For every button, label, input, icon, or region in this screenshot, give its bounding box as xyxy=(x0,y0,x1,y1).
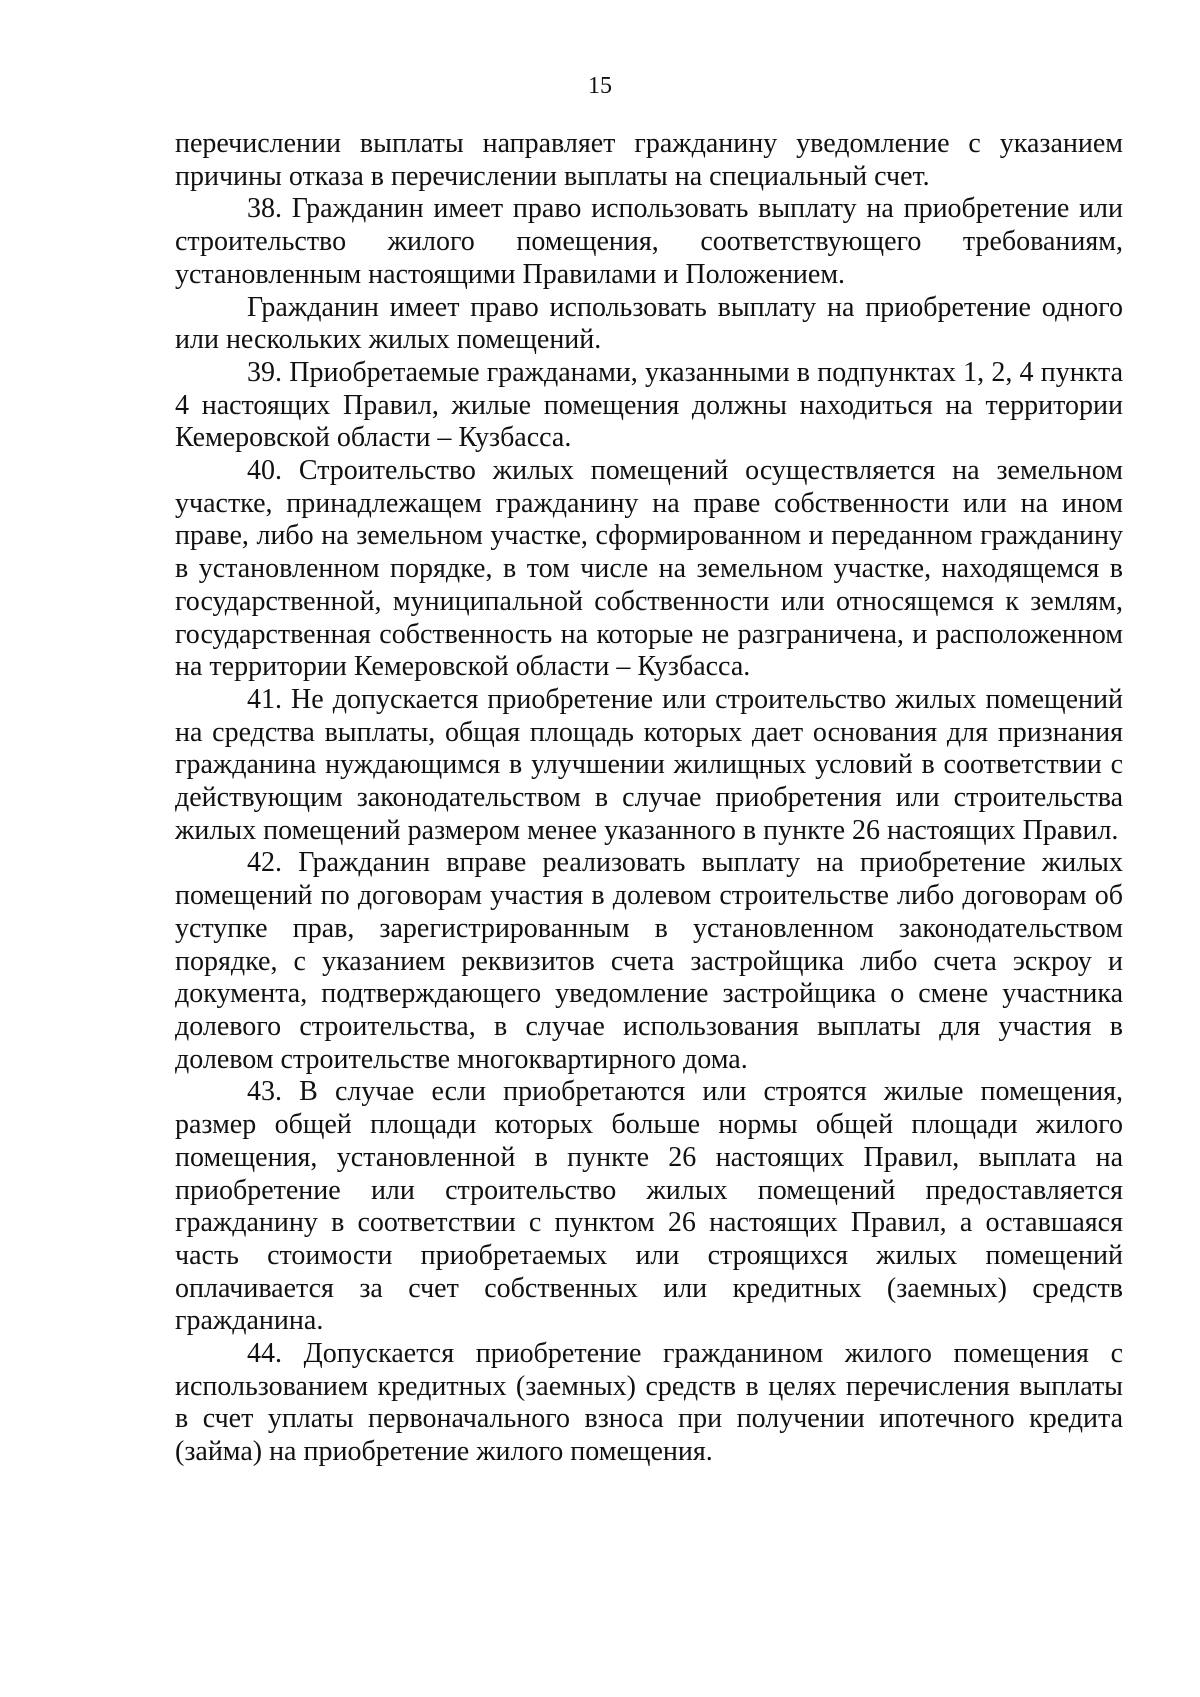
paragraph-item-41: 41. Не допускается приобретение или строительство жилых помещений на средства выплаты, общая площадь которых дает основания для признания гражданина нуждающимся в улучшении жилищных условий в соответствии с действующим законодательством в случае приобретения или строительства жилых помещений размером менее указанного в пункте 26 настоящих Правил. xyxy=(175,683,1123,846)
paragraph-item-38-part-2: Гражданин имеет право использовать выплату на приобретение одного или нескольких жилых помещений. xyxy=(175,291,1123,356)
paragraph-item-43: 43. В случае если приобретаются или строятся жилые помещения, размер общей площади которых больше нормы общей площади жилого помещения, установленной в пункте 26 настоящих Правил, выплата на приобретение или строительство жилых помещений предоставляется гражданину в соответствии с пунктом 26 настоящих Правил, а оставшаяся часть стоимости приобретаемых или строящихся жилых помещений оплачивается за счет собственных или кредитных (заемных) средств гражданина. xyxy=(175,1076,1123,1337)
paragraph-continuation: перечислении выплаты направляет гражданину уведомление с указанием причины отказа в перечислении выплаты на специальный счет. xyxy=(175,128,1123,192)
paragraph-item-39: 39. Приобретаемые гражданами, указанными в подпунктах 1, 2, 4 пункта 4 настоящих Правил, жилые помещения должны находиться на территории Кемеровской области – Кузбасса. xyxy=(175,356,1123,454)
paragraph-item-40: 40. Строительство жилых помещений осуществляется на земельном участке, принадлежащем гражданину на праве собственности или на ином праве, либо на земельном участке, сформированном и переданном гражданину в установленном порядке, в том числе на земельном участке, находящемся в государственной, муниципальной собственности или относящемся к землям, государственная собственность на которые не разграничена, и расположенном на территории Кемеровской области – Кузбасса. xyxy=(175,455,1123,683)
paragraph-item-44: 44. Допускается приобретение гражданином жилого помещения с использованием кредитных (заемных) средств в целях перечисления выплаты в счет уплаты первоначального взноса при получении ипотечного кредита (займа) на приобретение жилого помещения. xyxy=(175,1338,1123,1468)
paragraph-item-42: 42. Гражданин вправе реализовать выплату на приобретение жилых помещений по договорам участия в долевом строительстве либо договорам об уступке прав, зарегистрированным в установленном законодательством порядке, с указанием реквизитов счета застройщика либо счета эскроу и документа, подтверждающего уведомление застройщика о смене участника долевого строительства, в случае использования выплаты для участия в долевом строительстве многоквартирного дома. xyxy=(175,847,1123,1075)
page-number: 15 xyxy=(588,73,612,99)
document-body xyxy=(175,128,1123,1469)
paragraph-item-38: 38. Гражданин имеет право использовать выплату на приобретение или строительство жилого помещения, соответствующего требованиям, установленным настоящими Правилами и Положением. xyxy=(175,193,1123,290)
